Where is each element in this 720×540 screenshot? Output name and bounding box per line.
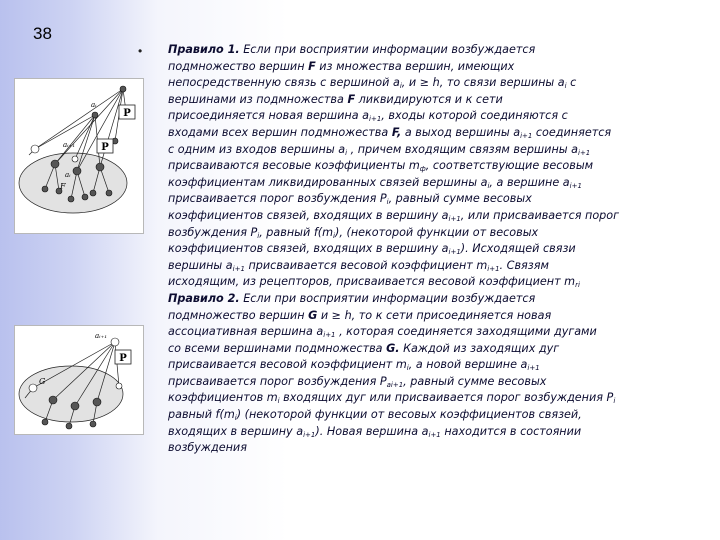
text-run: из множества вершин, имеющих [315,59,515,73]
rule2-line [168,341,696,358]
text-run: исходящим, из рецепторов, присваивается весовой коэффициент m [168,275,576,289]
rule1-line [168,158,696,175]
vertex-node [120,86,126,92]
subscript: i [399,82,402,91]
text-run: подмножество вершин [168,308,309,322]
subscript: i+1 [448,214,461,223]
text-run: , и ≥ h, то связи вершины a [401,76,565,90]
text-run: присваивается весовой коэффициент m [244,258,488,272]
subscript: i+1 [578,148,591,157]
subscript: i+1 [487,264,500,273]
text-run: возбуждения P [168,225,258,239]
rule2-line [168,308,696,325]
text-run: присваивается порог возбуждения P [168,374,387,388]
text-run: F [308,59,316,73]
subscript: ai+1 [386,380,404,389]
rules-text [168,42,696,457]
text-run: входами всех вершин подмножества [168,125,392,139]
rule2-line [168,440,696,457]
subscript: i+1 [323,331,336,340]
text-run: ). Новая вершина a [315,424,429,438]
rule1-line [168,225,696,242]
rule1-line [168,42,696,59]
text-run: со всеми вершинами подмножества [168,341,387,355]
subscript: i+1 [369,115,382,124]
text-run: непосредственную связь с вершиной a [168,76,400,90]
text-run: , которая соединяется заходящими дугами [335,325,597,339]
rule2-line [168,324,696,341]
text-run: ) (некоторой функции от весовых коэффициентов связей, [236,408,582,422]
text-run: коэффициентов связей, входящих в вершину a [168,242,449,256]
node-ai1-label: aᵢ₊₁ [95,332,108,340]
subscript: i+1 [448,248,461,257]
rule1-line [168,92,696,109]
subscript: i [277,397,280,406]
box2-label: P [101,142,109,153]
rule1-line [168,108,696,125]
rule1-line [168,125,696,142]
text-run: входящих в вершину a [168,424,304,438]
text-run: Правило 2. [168,291,240,305]
text-run: соединяется [532,125,612,139]
text-run: Если при восприятии информации возбуждается [239,291,536,305]
rule2-line [168,424,696,441]
text-run: G [308,308,318,322]
text-run: и ≥ h, то к сети присоединяется новая [317,308,552,322]
rule2-line [168,374,696,391]
vertex-node [49,396,57,404]
rule2-line [168,390,696,407]
subscript: i [564,82,567,91]
vertex-node [92,112,98,118]
vertex-node [66,423,72,429]
vertex-node [71,402,79,410]
rule1-line [168,274,696,291]
text-run: вершинами из подмножества [168,92,348,106]
text-run: коэффициентов m [168,391,278,405]
text-run: F [347,92,356,106]
vertex-node [93,398,101,406]
text-run: , или присваивается порог [460,208,619,222]
text-run: F, [391,125,402,139]
text-run: коэффициентов связей, входящих в вершину a [168,208,449,222]
vertex-node [29,384,37,392]
vertex-node [82,194,88,200]
box1-label: P [123,108,131,119]
text-run: , соответствующие весовым [425,159,594,173]
text-run: . Связям [499,258,549,272]
vertex-node [31,145,39,153]
subscript: i+1 [303,430,316,439]
text-run: ассоциативная вершина a [168,325,324,339]
rule1-line [168,191,696,208]
vertex-node [72,156,78,162]
text-run: Правило 1. [168,43,240,56]
subscript: i+1 [569,181,582,190]
subscript: ф [419,165,426,174]
slide-number: 38 [33,24,52,43]
rule1-paragraph [168,42,696,291]
node-ai-label: aᵢ [91,101,97,109]
text-run: вершины a [168,258,233,272]
text-run: , а новой вершине a [408,358,528,372]
vertex-node [111,338,119,346]
subscript: i+1 [232,264,245,273]
rule2-line [168,291,696,308]
text-run: возбуждения [168,441,247,455]
vertex-node [42,186,48,192]
rule1-network-diagram [14,78,144,234]
vertex-node [90,421,96,427]
vertex-node [96,163,104,171]
rule2-line [168,357,696,374]
text-run: Если при восприятии информации возбуждается [239,43,536,56]
subset-g-ellipse [19,366,123,422]
text-run: присоединяется новая вершина a [168,109,370,123]
text-run: , входы которой соединяются с [381,109,568,123]
vertex-node [106,190,112,196]
rule1-line [168,175,696,192]
vertex-node [68,196,74,202]
rule2-network-diagram [14,325,144,435]
text-run: G. [386,341,400,355]
text-run: , равный сумме весовых [388,192,532,206]
subscript: i [406,364,409,373]
rule1-line [168,258,696,275]
text-run: , а вершине a [489,175,570,189]
text-run: присваивается весовой коэффициент m [168,358,407,372]
subscript: i [345,148,348,157]
subscript: i [333,231,335,240]
subscript: i [613,397,616,406]
text-run: ), (некоторой функции от весовых [334,225,539,239]
text-run: коэффициентам ликвидированных связей вершины a [168,175,488,189]
vertex-node [51,160,59,168]
text-run: подмножество вершин [168,59,309,73]
subset-g-label: G [39,377,46,386]
vertex-node [90,190,96,196]
text-run: находится в состоянии [440,424,582,438]
text-run: Каждой из заходящих дуг [399,341,560,355]
box-label: P [119,353,127,364]
rule1-line [168,59,696,76]
subscript: i+1 [428,430,441,439]
subscript: i [234,414,237,423]
subset-f-ellipse [19,153,127,213]
rule1-line [168,75,696,92]
text-run: входящих дуг или присваивается порог возбуждения P [279,391,614,405]
text-run: присваивается порог возбуждения P [168,192,387,206]
text-run: равный f(m [168,408,235,422]
subscript: ri [575,281,580,290]
text-run: с [566,76,577,90]
node-ai1-label: aᵢ₊₁ [63,141,76,149]
rule2-line [168,407,696,424]
vertex-node [42,419,48,425]
subscript: i [487,181,490,190]
subscript: i+1 [527,364,540,373]
subscript: i+1 [520,131,533,140]
subscript: i [257,231,260,240]
vertex-node [116,383,122,389]
vertex-node [73,167,81,175]
text-run: , причем входящим связям вершины a [347,142,578,156]
node-ai-low-label: aᵢ [65,171,71,179]
subscript: i [386,198,389,207]
subset-f-label: F [60,182,66,191]
rule1-line [168,208,696,225]
rule1-line [168,142,696,159]
text-run: а выход вершины a [401,125,521,139]
text-run: ликвидируются и к сети [355,92,503,106]
text-run: , равный сумме весовых [403,374,547,388]
text-run: присваиваются весовые коэффициенты m [168,159,420,173]
rule2-paragraph [168,291,696,457]
text-run: , равный f(m [259,225,334,239]
text-run: ). Исходящей связи [460,242,576,256]
bullet-marker: • [138,44,143,58]
rule1-line [168,241,696,258]
text-run: с одним из входов вершины a [168,142,346,156]
